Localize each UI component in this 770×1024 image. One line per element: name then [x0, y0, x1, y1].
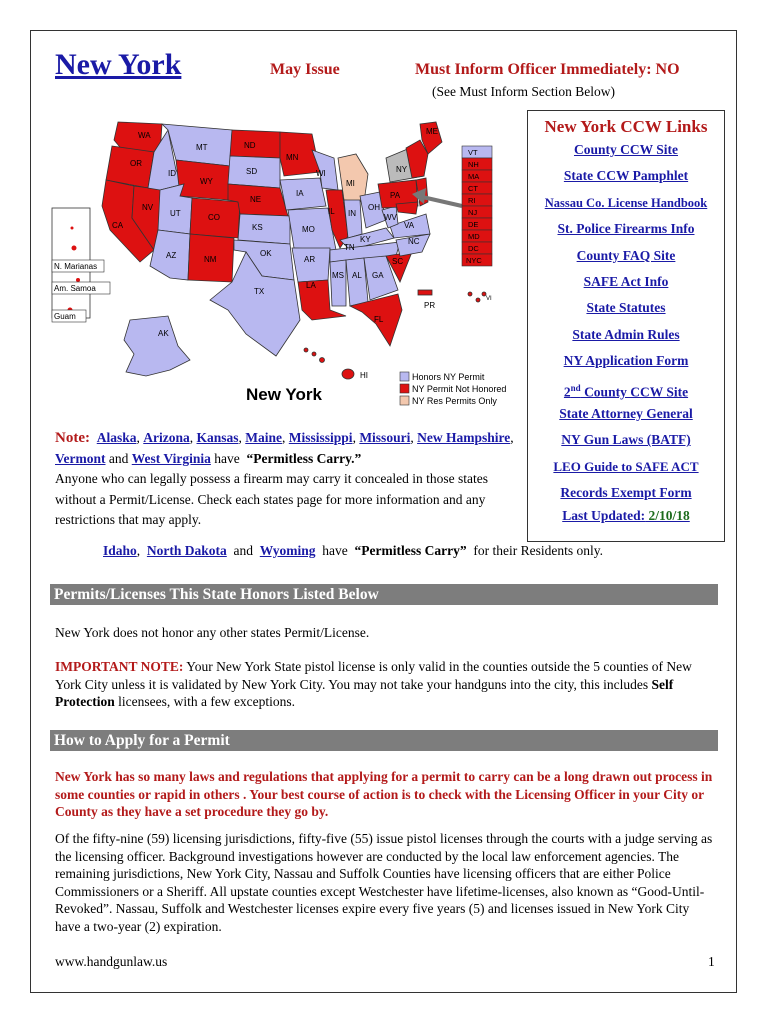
link-records-exempt-form[interactable]: Records Exempt Form	[560, 485, 692, 501]
ne-ma: MA	[468, 172, 480, 181]
link-st-police-firearms[interactable]: St. Police Firearms Info	[557, 221, 695, 237]
link-missouri[interactable]: Missouri	[359, 430, 411, 445]
footer-url[interactable]: www.handgunlaw.us	[55, 954, 168, 969]
ne-de: DE	[468, 220, 479, 229]
label-nv: NV	[142, 203, 154, 212]
link-idaho[interactable]: Idaho	[103, 543, 137, 558]
label-nm: NM	[204, 255, 217, 264]
note-label: Note:	[55, 430, 90, 446]
link-2nd-county-ccw[interactable]: 2nd County CCW Site	[563, 382, 689, 400]
legend-res-only: NY Res Permits Only	[412, 396, 497, 406]
link-new-hampshire[interactable]: New Hampshire	[417, 430, 511, 445]
label-ak: AK	[158, 329, 169, 338]
may-issue-label: May Issue	[270, 61, 340, 78]
label-ut: UT	[170, 209, 181, 218]
page-number: 1	[708, 954, 715, 969]
section-apply-bar: How to Apply for a Permit	[50, 730, 718, 751]
label-la: LA	[306, 281, 316, 290]
apply-warning: New York has so many laws and regulations that applying for a permit to carry can be a long drawn out process in some counties or rapid in others . Your best course of action is to check with the Licensing Officer in your City or County as they have a set procedure they go by.	[55, 769, 713, 819]
page-title[interactable]: New York	[55, 48, 182, 81]
ne-md: MD	[468, 232, 480, 241]
state-hi-3	[320, 358, 325, 363]
ne-nyc: NYC	[466, 256, 482, 265]
label-ar: AR	[304, 255, 316, 264]
ne-nh: NH	[468, 160, 479, 169]
link-maine[interactable]: Maine	[245, 430, 283, 445]
must-inform-label: Must Inform Officer Immediately:	[415, 61, 652, 78]
apply-body: Of the fifty-nine (59) licensing jurisdictions, fifty-five (55) issue pistol licenses through the courts with a judge serving as the licensing officer. Background investigations however are conducted by the local law enforcement agencies. The remaining jurisdictions, New York City, Nassau and Suffolk Counties have licensing officers that are either Police Commissioners or a Sheriff. All upstate counties except Westchester have lifetime-licenses, also known as “Good-Until-Revoked”. Nassau, Suffolk and Westchester licenses expire every five years (5) and licenses issued in New York City have a two-year (2) expiration.	[55, 831, 713, 934]
resident-permitless-line: Idaho, North Dakota and Wyoming have “Permitless Carry” for their Residents only.	[103, 543, 603, 558]
permitless-note: Note: Alaska, Arizona, Kansas, Maine, Mississippi, Missouri, New Hampshire, Vermont and West Virginia have “Permitless Carry.” Anyone who can legally possess a firearm may carry it concealed in those states without a Permit/License. Check each states page for more information and any restrictions that may apply.	[55, 430, 517, 527]
label-fl: FL	[374, 315, 384, 324]
must-inform-note: (See Must Inform Section Below)	[432, 84, 615, 99]
state-ks	[238, 214, 290, 244]
link-kansas[interactable]: Kansas	[196, 430, 239, 445]
links-heading: New York CCW Links	[544, 117, 708, 136]
label-ne: NE	[250, 195, 262, 204]
link-county-faq[interactable]: County FAQ Site	[576, 247, 676, 263]
label-ia: IA	[296, 189, 304, 198]
link-nassau-handbook[interactable]: Nassau Co. License Handbook	[544, 195, 708, 210]
ccw-links-box	[527, 110, 725, 542]
link-arizona[interactable]: Arizona	[143, 430, 190, 445]
label-tn: TN	[344, 243, 355, 252]
label-ky: KY	[360, 235, 371, 244]
link-ny-gun-laws-batf[interactable]: NY Gun Laws (BATF)	[561, 432, 691, 448]
label-mn: MN	[286, 153, 299, 162]
label-il: IL	[328, 207, 335, 216]
link-alaska[interactable]: Alaska	[96, 430, 137, 445]
territory-vi-2	[476, 298, 480, 302]
label-hi: HI	[360, 371, 368, 380]
label-oh: OH	[368, 203, 380, 212]
link-safe-act[interactable]: SAFE Act Info	[583, 273, 669, 289]
link-west-virginia[interactable]: West Virginia	[131, 450, 211, 466]
state-ak	[124, 316, 190, 376]
territory-guam: Guam	[54, 312, 76, 321]
label-wy: WY	[200, 177, 213, 186]
label-wi: WI	[316, 169, 326, 178]
map-legend	[400, 372, 506, 406]
us-ccw-map	[50, 110, 520, 420]
territory-pr	[418, 290, 432, 295]
label-mo: MO	[302, 225, 315, 234]
label-pa: PA	[390, 191, 401, 200]
important-note: IMPORTANT NOTE: Your New York State pistol license is only valid in the counties outside the 5 counties of New York City unless it is validated by New York City. You may not take your handguns into the city, this includes Self Protection licensees, with a few exceptions.	[55, 659, 692, 709]
state-ms	[330, 260, 346, 306]
label-ok: OK	[260, 249, 272, 258]
link-north-dakota[interactable]: North Dakota	[146, 543, 227, 558]
label-id: ID	[168, 169, 176, 178]
territory-am-samoa: Am. Samoa	[54, 284, 96, 293]
label-or: OR	[130, 159, 142, 168]
label-nd: ND	[244, 141, 256, 150]
label-ks: KS	[252, 223, 263, 232]
link-state-ccw-pamphlet[interactable]: State CCW Pamphlet	[563, 168, 689, 184]
label-co: CO	[208, 213, 220, 222]
label-nc: NC	[408, 237, 420, 246]
ne-state-list	[462, 146, 492, 266]
label-mi: MI	[346, 179, 355, 188]
link-county-ccw-site[interactable]: County CCW Site	[573, 142, 678, 157]
state-hi-4	[342, 369, 354, 379]
label-sd: SD	[246, 167, 258, 176]
last-updated: Last Updated: 2/10/18	[562, 508, 690, 524]
label-me: ME	[426, 127, 438, 136]
ne-nj: NJ	[468, 208, 478, 217]
honors-text: New York does not honor any other states Permit/License.	[55, 625, 370, 640]
label-tx: TX	[254, 287, 265, 296]
label-vi: VI	[486, 296, 492, 302]
link-state-admin-rules[interactable]: State Admin Rules	[572, 326, 680, 342]
link-mississippi[interactable]: Mississippi	[288, 430, 353, 445]
legend-not-honored: NY Permit Not Honored	[412, 384, 507, 394]
state-ar	[292, 248, 330, 282]
label-sc: SC	[392, 257, 404, 266]
ne-ri: RI	[468, 196, 476, 205]
state-hi-1	[304, 348, 308, 352]
territory-n-marianas: N. Marianas	[54, 262, 98, 271]
label-ga: GA	[372, 271, 384, 280]
link-state-statutes[interactable]: State Statutes	[586, 300, 666, 316]
label-az: AZ	[166, 251, 177, 260]
note-body: Anyone who can legally possess a firearm may carry it concealed in those states without a Permit/License. Check each states page for more information and any restrictions that may apply.	[55, 471, 488, 527]
state-hi-2	[312, 352, 316, 356]
label-ms: MS	[332, 271, 344, 280]
label-ca: CA	[112, 221, 124, 230]
label-pr: PR	[424, 301, 436, 310]
label-al: AL	[352, 271, 362, 280]
must-inform-value: NO	[655, 61, 680, 78]
link-vermont[interactable]: Vermont	[55, 450, 106, 466]
legend-honors: Honors NY Permit	[412, 372, 485, 382]
label-wv: WV	[384, 213, 397, 222]
territories-box	[52, 208, 110, 322]
ne-dc: DC	[468, 244, 479, 253]
link-leo-guide-safe-act[interactable]: LEO Guide to SAFE ACT	[553, 458, 699, 474]
label-mt: MT	[196, 143, 208, 152]
territory-vi-1	[468, 292, 472, 296]
label-va: VA	[404, 221, 415, 230]
state-md	[396, 202, 418, 214]
last-updated-date: 2/10/18	[648, 508, 690, 524]
link-wyoming[interactable]: Wyoming	[259, 543, 316, 558]
ne-ct: CT	[468, 184, 478, 193]
label-wa: WA	[138, 131, 151, 140]
link-state-attorney-general[interactable]: State Attorney General	[559, 405, 693, 421]
permitless-carry-text: “Permitless Carry.”	[246, 450, 362, 466]
label-in: IN	[348, 209, 356, 218]
map-title: New York	[246, 385, 322, 404]
must-inform-status	[415, 61, 680, 79]
ne-vt: VT	[468, 148, 478, 157]
link-ny-application-form[interactable]: NY Application Form	[563, 353, 689, 369]
label-ny: NY	[396, 165, 408, 174]
section-honors-bar: Permits/Licenses This State Honors Listed Below	[50, 584, 718, 605]
